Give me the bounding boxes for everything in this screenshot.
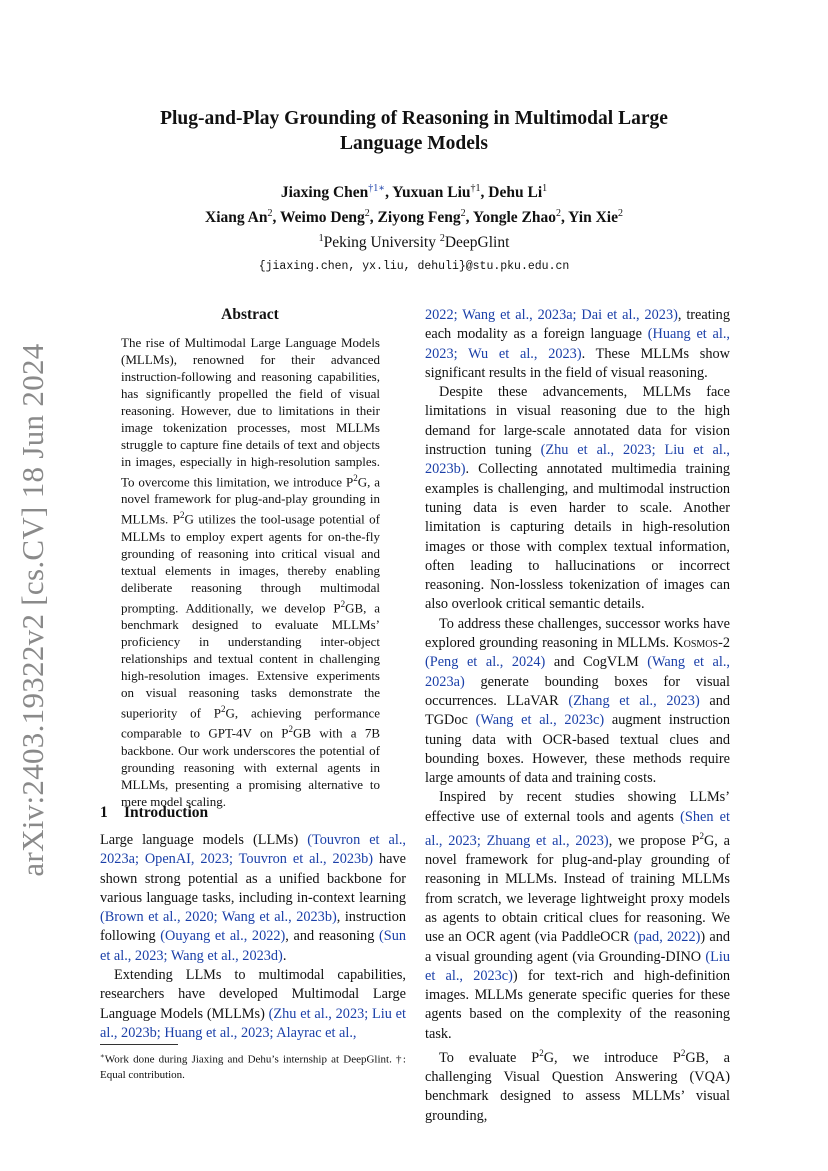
citation-link[interactable]: (Sun et al., 2023; Wang et al., 2023d) [100,928,407,964]
citation-link[interactable]: (Zhang et al., 2023) [568,692,700,709]
footnote [100,1049,406,1083]
superscript: 2 [353,473,358,483]
author-mark: †1 [470,183,481,194]
footnote-mark: ∗ [100,1052,105,1060]
title-line-1: Plug-and-Play Grounding of Reasoning in Multimodal Large [160,108,668,129]
author-mark: 1 [542,183,548,194]
paper-title [120,106,708,156]
citation-link[interactable]: (Touvron et al., 2023a; OpenAI, 2023; Touvron et al., 2023b) [100,832,406,868]
footnote-rule [100,1044,178,1045]
citation-link[interactable]: (Huang et al., 2023; Wu et al., 2023) [425,326,731,362]
superscript: 2 [179,510,185,521]
right-column-body [425,306,730,1126]
affiliation: DeepGlint [444,234,510,252]
paragraph: Extending LLMs to multimodal capabilities, researchers have developed Multimodal Large Language Models (MLLMs) (Zhu et al., 2023; Liu et al., 2023b; Huang et al., 2023; Alayrac et al., [100,967,406,1041]
citation-link[interactable]: (Wang et al., 2023c) [475,712,605,729]
author-name: Xiang An [205,209,268,227]
author-name: Jiaxing Chen [280,184,369,202]
arxiv-stamp [8,343,58,877]
citation-link[interactable]: (Peng et al., 2024) [425,654,546,671]
section-heading-introduction [100,804,208,822]
citation-link[interactable]: (Shen et al., 2023; Zhuang et al., 2023) [425,808,730,849]
author-mark: 2 [460,208,466,220]
section-number: 1 [100,804,108,821]
citation-link[interactable]: (Wang et al., 2023a) [425,654,730,690]
citation-link[interactable]: (pad, 2022) [633,929,701,946]
author-name: Yuxuan Liu [392,184,471,202]
paragraph: Large language models (LLMs) (Touvron et al., 2023a; OpenAI, 2023; Touvron et al., 2023b) have shown strong potential as a unified backbone for various language tasks, including in-context learning (Brown et al., 2020; Wang et al., 2023b), instruction following (Ouyang et al., 2022), and reasoning (Sun et al., 2023; Wang et al., 2023d). [100,832,407,964]
affiliation-mark: 1 [318,233,324,245]
abstract-span: GB, a benchmark designed to evaluate MLLMs’ proficiency in understanding inter-object relationships and textual content in challenging high-resolution images. Extensive experiments on visual reasoning tasks demonstrate the superiority of P [121,599,380,721]
left-column-body [100,831,406,1043]
abstract-span: G utilizes the tool-usage potential of MLLMs to employ expert agents for on-the-fly grounding of reasoning into critical visual and textual elements in images, thereby enabling deliberate reasoning through multimodal prompting. Additionally, we develop P [121,511,380,615]
abstract-span: G, a novel framework for plug-and-play grounding in MLLMs. P [121,474,380,527]
abstract-text [121,334,380,810]
citation-link[interactable]: (Zhu et al., 2023; Liu et al., 2023b; Huang et al., 2023; Alayrac et al., [100,1005,406,1041]
footnote-text: Work done during Jiaxing and Dehu’s internship at DeepGlint. †: Equal contribution. [100,1053,406,1081]
author-mark: 2 [267,208,273,220]
citation-link[interactable]: (Liu et al., 2023c) [425,948,730,984]
author-name: Yin Xie [568,209,618,227]
abstract-span: The rise of Multimodal Large Language Models (MLLMs), renowned for their advanced instruction-following and reasoning capabilities, has significantly propelled the field of visual reasoning. However, due to limitations in their image tokenization processes, most MLLMs struggle to capture fine details of text and objects in images, especially in high-resolution samples. To overcome this limitation, we introduce P [121,335,380,490]
arxiv-stamp-text: arXiv:2403.19322v2 [cs.CV] 18 Jun 2024 [15,343,50,877]
citation-link[interactable]: (Brown et al., 2020; Wang et al., 2023b) [100,909,337,926]
author-name: Ziyong Feng [377,209,461,227]
paragraph: To evaluate $P^2G$, we introduce $P^2GB$, a challenging Visual Question Answering (VQA) benchmark designed to assess MLLMs’ visual grounding, [425,1048,731,1124]
superscript: 2 [340,598,346,609]
citation-link[interactable]: 2022; Wang et al., 2023a; Dai et al., 2023) [425,307,678,323]
author-line-2: Xiang An$^2$, Weimo Deng$^2$, Ziyong Feng$^2$, Yongle Zhao$^2$, Yin Xie$^2$ [205,208,623,227]
section-title: Introduction [124,804,209,821]
citation-link[interactable]: (Ouyang et al., 2022) [160,928,286,945]
paragraph: To address these challenges, successor works have explored grounding reasoning in MLLMs. Kosmos-2 (Peng et al., 2024) and CogVLM (Wang et al., 2023a) generate bounding boxes for visual occurrences. LLaVAR (Zhang et al., 2023) and TGDoc (Wang et al., 2023c) augment instruction tuning data with OCR-based textual clues and bounding boxes. However, these methods require large amounts of data and training costs. [425,615,731,787]
author-mark: 2 [364,208,370,220]
abstract-heading: Abstract [221,306,279,323]
citation-link[interactable]: (Zhu et al., 2023; Liu et al., 2023b) [425,442,730,478]
author-name: Yongle Zhao [472,209,556,227]
author-name: Weimo Deng [279,209,365,227]
author-name: Dehu Li [488,184,543,202]
author-block [110,178,718,277]
author-email: {jiaxing.chen, yx.liu, dehuli}@stu.pku.edu.cn [258,260,570,274]
paragraph: Inspired by recent studies showing LLMs’ effective use of external tools and agents (Shen et al., 2023; Zhuang et al., 2023), we propose $P^2G$, a novel framework for plug-and-play grounding of reasoning in MLLMs. Instead of training MLLMs from scratch, we leverage lightweight proxy models as agents to obtain critical clues for reasoning. We use an OCR agent (via PaddleOCR (pad, 2022)) and a visual grounding agent (via Grounding-DINO (Liu et al., 2023c)) for text-rich and high-definition images. MLLMs generate specific queries for these agents based on the complexity of the reasoning task. [425,789,730,1042]
author-line-1: Jiaxing Chen$^{\dagger 1∗}$, Yuxuan Liu$^{\dagger 1}$, Dehu Li$^1$ [280,183,548,202]
abstract-span: GB with a 7B backbone. Our work underscores the potential of grounding reasoning with external agents in MLLMs, presenting a promising alternative to mere model scaling. [121,725,380,809]
superscript: 2 [288,724,293,735]
author-mark: †1∗ [368,183,386,194]
author-mark: 2 [617,208,623,220]
superscript: 2 [221,703,226,714]
affiliation: Peking University [323,234,436,252]
paragraph: Despite these advancements, MLLMs face limitations in visual reasoning due to the high demand for large-scale annotated data for vision instruction tuning (Zhu et al., 2023; Liu et al., 2023b). Collecting annotated multimedia training examples is challenging, and multimodal instruction tuning data is even harder to scale. Another limitation is capturing details in high-resolution images or those with complex textual information, often leading to hallucinations or incorrect reasoning. Non-lossless tokenization of images can also overlook critical semantic details. [425,384,730,613]
title-line-2: Language Models [340,133,488,154]
affiliations [110,228,718,253]
paragraph: 2022; Wang et al., 2023a; Dai et al., 2023), treating each modality as a foreign language (Huang et al., 2023; Wu et al., 2023). These MLLMs show significant results in the field of visual reasoning. [425,307,731,381]
affiliation-mark: 2 [439,233,445,245]
author-mark: 2 [555,208,561,220]
abstract-span: G, achieving performance comparable to GPT-4V on P [121,705,380,741]
